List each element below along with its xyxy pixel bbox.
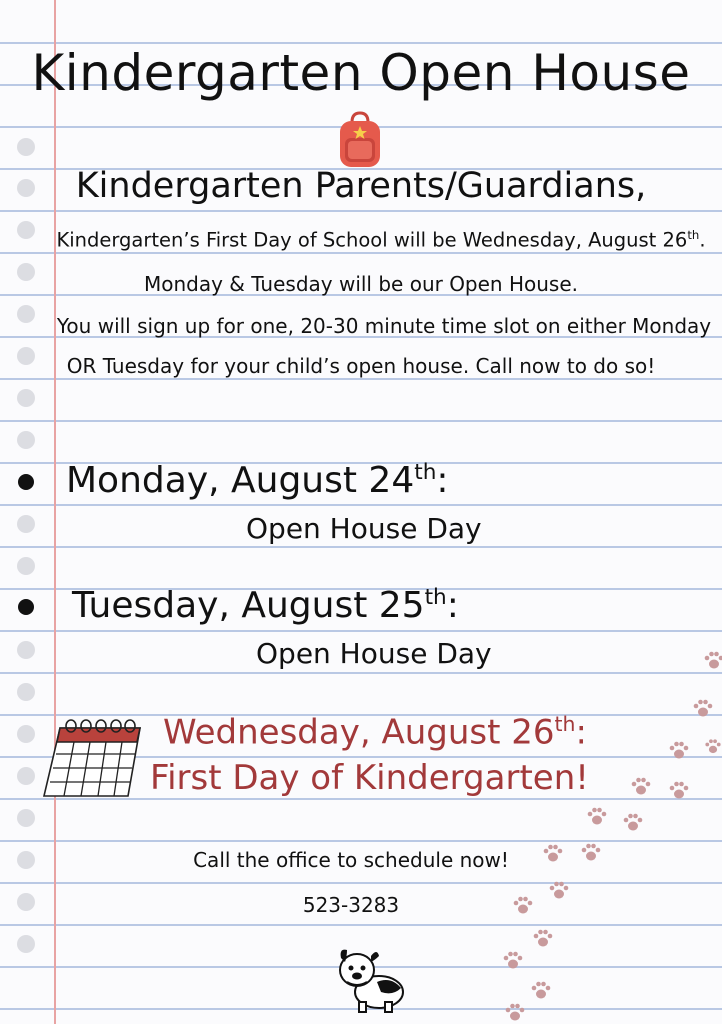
paw-print-icon [668, 740, 690, 762]
punch-hole [17, 221, 35, 239]
intro-line-1-text: Kindergarten’s First Day of School will be Wednesday, August 26 [56, 228, 688, 252]
intro-line-3: You will sign up for one, 20-30 minute time slot on either Monday [56, 314, 712, 338]
wednesday-colon: : [575, 712, 587, 753]
paw-print-icon [532, 928, 554, 950]
intro-line-4: OR Tuesday for your child’s open house. Call now to do so! [66, 354, 656, 378]
wednesday-description: First Day of Kindergarten! [150, 758, 589, 798]
punch-hole [17, 809, 35, 827]
tuesday-heading [72, 585, 459, 626]
paw-print-icon [704, 736, 722, 758]
bullet-tuesday [18, 599, 34, 615]
monday-heading [66, 460, 449, 501]
punch-hole [17, 431, 35, 449]
paw-print-icon [502, 950, 524, 972]
paw-print-icon [630, 776, 652, 798]
punch-hole [17, 683, 35, 701]
monday-sup: th [414, 460, 437, 485]
punch-hole [17, 935, 35, 953]
paw-print-icon [586, 806, 608, 828]
punch-hole [17, 641, 35, 659]
wednesday-heading [163, 712, 587, 752]
wednesday-sup: th [554, 712, 576, 736]
calendar-icon [40, 716, 148, 800]
tuesday-description: Open House Day [256, 637, 492, 670]
punch-hole [17, 725, 35, 743]
monday-date: Monday, August 24 [66, 460, 415, 501]
phone-number: 523-3283 [302, 893, 400, 917]
tuesday-sup: th [424, 585, 447, 610]
bulldog-icon [333, 940, 409, 1016]
tuesday-date: Tuesday, August 25 [72, 585, 425, 626]
intro-line-2: Monday & Tuesday will be our Open House. [143, 272, 579, 296]
paw-print-icon [504, 1002, 526, 1024]
backpack-icon [335, 110, 385, 170]
punch-hole [17, 389, 35, 407]
paw-print-icon [530, 980, 552, 1002]
bullet-monday [18, 474, 34, 490]
punch-hole [17, 138, 35, 156]
punch-hole [17, 305, 35, 323]
page-title: Kindergarten Open House [31, 44, 691, 102]
punch-hole [17, 515, 35, 533]
intro-line-1-sup: th [687, 228, 700, 242]
paw-print-icon [548, 880, 570, 902]
monday-description: Open House Day [246, 512, 482, 545]
monday-colon: : [436, 460, 449, 501]
intro-line-1-end: . [699, 228, 706, 252]
tuesday-colon: : [446, 585, 459, 626]
paw-print-icon [703, 650, 722, 672]
paw-print-icon [622, 812, 644, 834]
intro-line-1 [40, 228, 722, 252]
paw-print-icon [580, 842, 602, 864]
paw-print-icon [668, 780, 690, 802]
punch-hole [17, 767, 35, 785]
punch-hole [17, 557, 35, 575]
paw-print-icon [692, 698, 714, 720]
greeting-heading: Kindergarten Parents/Guardians, [75, 166, 647, 206]
wednesday-date: Wednesday, August 26 [163, 712, 555, 753]
call-office-text: Call the office to schedule now! [193, 848, 509, 872]
paw-print-icon [512, 895, 534, 917]
paw-print-icon [542, 843, 564, 865]
